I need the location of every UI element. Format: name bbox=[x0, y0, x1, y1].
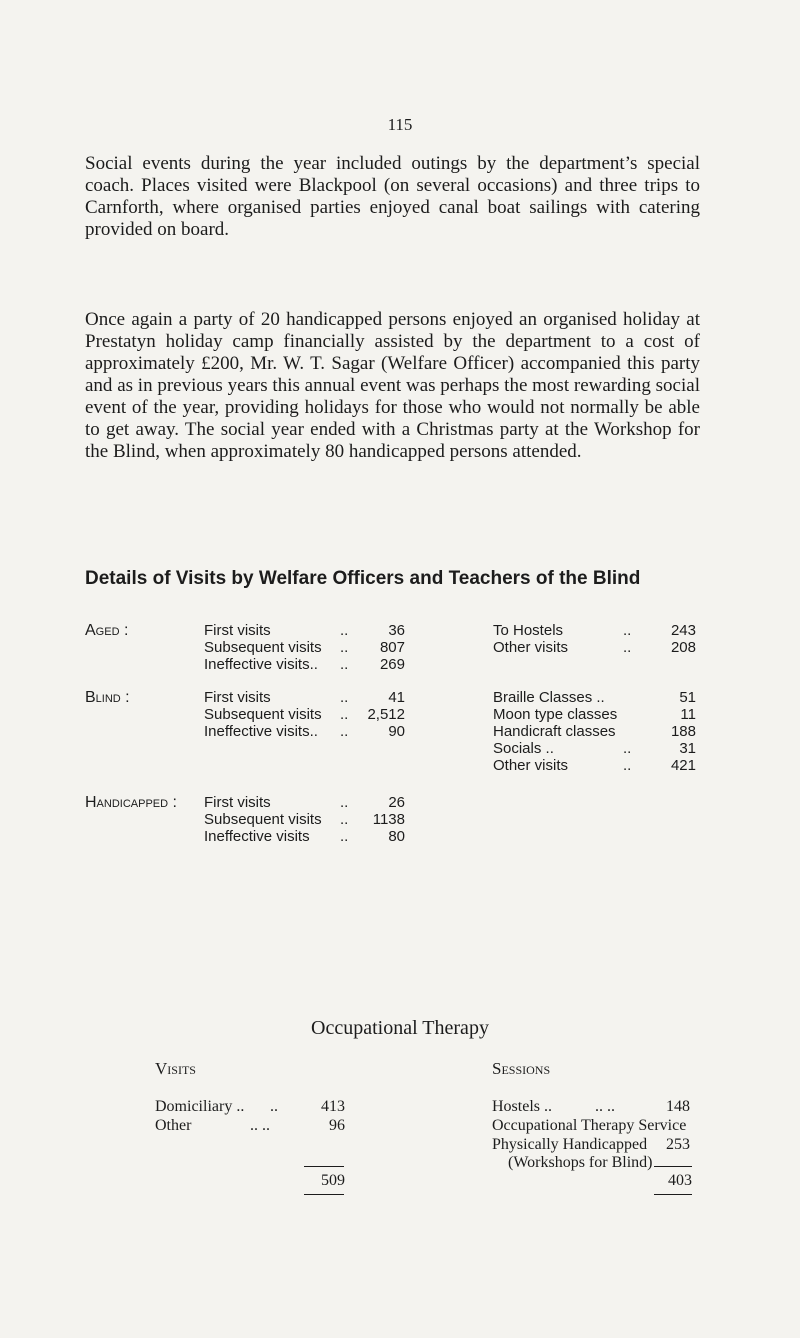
total-rule-bottom bbox=[304, 1194, 344, 1195]
visit-value: 41 bbox=[388, 689, 405, 706]
ot-session-value: 148 bbox=[666, 1098, 690, 1115]
visit-value: 36 bbox=[388, 622, 405, 639]
leader-dots: .. bbox=[340, 811, 349, 828]
paragraph-holiday: Once again a party of 20 handicapped persons enjoyed an organised holiday at Prestatyn holiday camp financially assisted by the department to a cost of approximately £200, Mr. W. T. Sagar (Welfare Officer) accompanied this party and as in previous years this annual event was perhaps the most rewarding social event of the year, providing holidays for those who would not normally be able to get away. The social year ended with a Christmas party at the Workshop for the Blind, when approximately 80 handicapped persons attended. bbox=[85, 309, 700, 462]
category-label: Aged : bbox=[85, 622, 129, 639]
sessions-heading: Sessions bbox=[492, 1059, 551, 1078]
leader-dots: .. bbox=[270, 1098, 278, 1115]
ot-visit-label: Other bbox=[155, 1117, 192, 1134]
leader-dots: .. bbox=[340, 639, 349, 656]
visit-label: Handicraft classes bbox=[493, 723, 616, 740]
leader-dots: .. .. bbox=[595, 1098, 615, 1115]
category-label: Handicapped : bbox=[85, 794, 177, 811]
visit-label: Ineffective visits bbox=[204, 828, 310, 845]
visits-section-title: Details of Visits by Welfare Officers and Teachers of the Blind bbox=[85, 568, 641, 589]
visit-label: Ineffective visits.. bbox=[204, 656, 318, 673]
visit-label: Subsequent visits bbox=[204, 706, 322, 723]
leader-dots: .. bbox=[340, 828, 349, 845]
leader-dots: .. .. bbox=[250, 1117, 270, 1134]
visit-value: 208 bbox=[670, 639, 696, 656]
visit-value: 90 bbox=[388, 723, 405, 740]
visit-label: Ineffective visits.. bbox=[204, 723, 318, 740]
leader-dots: .. bbox=[623, 622, 632, 639]
visit-label: Other visits bbox=[493, 757, 569, 774]
visits-heading: Visits bbox=[155, 1059, 196, 1078]
visit-label: First visits bbox=[204, 794, 271, 811]
visit-label: First visits bbox=[204, 622, 271, 639]
visit-label: Moon type classes bbox=[493, 706, 618, 723]
visit-label: Other visits bbox=[493, 639, 569, 656]
leader-dots: .. bbox=[340, 794, 349, 811]
ot-session-label: (Workshops for Blind) bbox=[508, 1154, 653, 1171]
visit-value: 80 bbox=[388, 828, 405, 845]
visit-value: 243 bbox=[670, 622, 696, 639]
leader-dots: .. bbox=[623, 757, 632, 774]
leader-dots: .. bbox=[623, 639, 632, 656]
visit-label: Subsequent visits bbox=[204, 811, 322, 828]
ot-session-value: 253 bbox=[666, 1136, 690, 1153]
category-label: Blind : bbox=[85, 689, 130, 706]
visit-value: 807 bbox=[379, 639, 405, 656]
visit-value: 2,512 bbox=[367, 706, 405, 723]
page-number: 115 bbox=[387, 115, 413, 134]
visit-value: 11 bbox=[680, 706, 696, 723]
ot-visit-value: 96 bbox=[329, 1117, 345, 1134]
leader-dots: .. bbox=[340, 656, 349, 673]
ot-session-label: Occupational Therapy Service bbox=[492, 1117, 687, 1134]
visit-value: 26 bbox=[388, 794, 405, 811]
leader-dots: .. bbox=[340, 622, 349, 639]
visit-label: Subsequent visits bbox=[204, 639, 322, 656]
total-rule-top bbox=[304, 1166, 344, 1167]
visit-label: Braille Classes .. bbox=[493, 689, 605, 706]
paragraph-social-events: Social events during the year included outings by the department’s special coach. Places visited were Blackpool (on several occasions) and three trips to Carnforth, where organised parties enjoyed canal boat sailings with catering provided on board. bbox=[85, 153, 700, 240]
visit-value: 1138 bbox=[372, 811, 405, 828]
ot-visit-label: Domiciliary .. bbox=[155, 1098, 245, 1115]
ot-visit-value: 413 bbox=[321, 1098, 345, 1115]
visit-value: 51 bbox=[679, 689, 696, 706]
visits-total: 509 bbox=[321, 1172, 345, 1189]
occupational-therapy-title: Occupational Therapy bbox=[311, 1017, 489, 1039]
visit-label: First visits bbox=[204, 689, 271, 706]
visit-label: Socials .. bbox=[493, 740, 554, 757]
ot-session-label: Physically Handicapped bbox=[492, 1136, 648, 1153]
visit-label: To Hostels bbox=[493, 622, 564, 639]
total-rule-top bbox=[654, 1166, 692, 1167]
visit-value: 188 bbox=[670, 723, 696, 740]
visit-value: 31 bbox=[679, 740, 696, 757]
visit-value: 269 bbox=[379, 656, 405, 673]
leader-dots: .. bbox=[340, 706, 349, 723]
total-rule-bottom bbox=[654, 1194, 692, 1195]
sessions-total: 403 bbox=[668, 1172, 692, 1189]
leader-dots: .. bbox=[623, 740, 632, 757]
visit-value: 421 bbox=[670, 757, 696, 774]
leader-dots: .. bbox=[340, 723, 349, 740]
leader-dots: .. bbox=[340, 689, 349, 706]
ot-session-label: Hostels .. bbox=[492, 1098, 552, 1115]
